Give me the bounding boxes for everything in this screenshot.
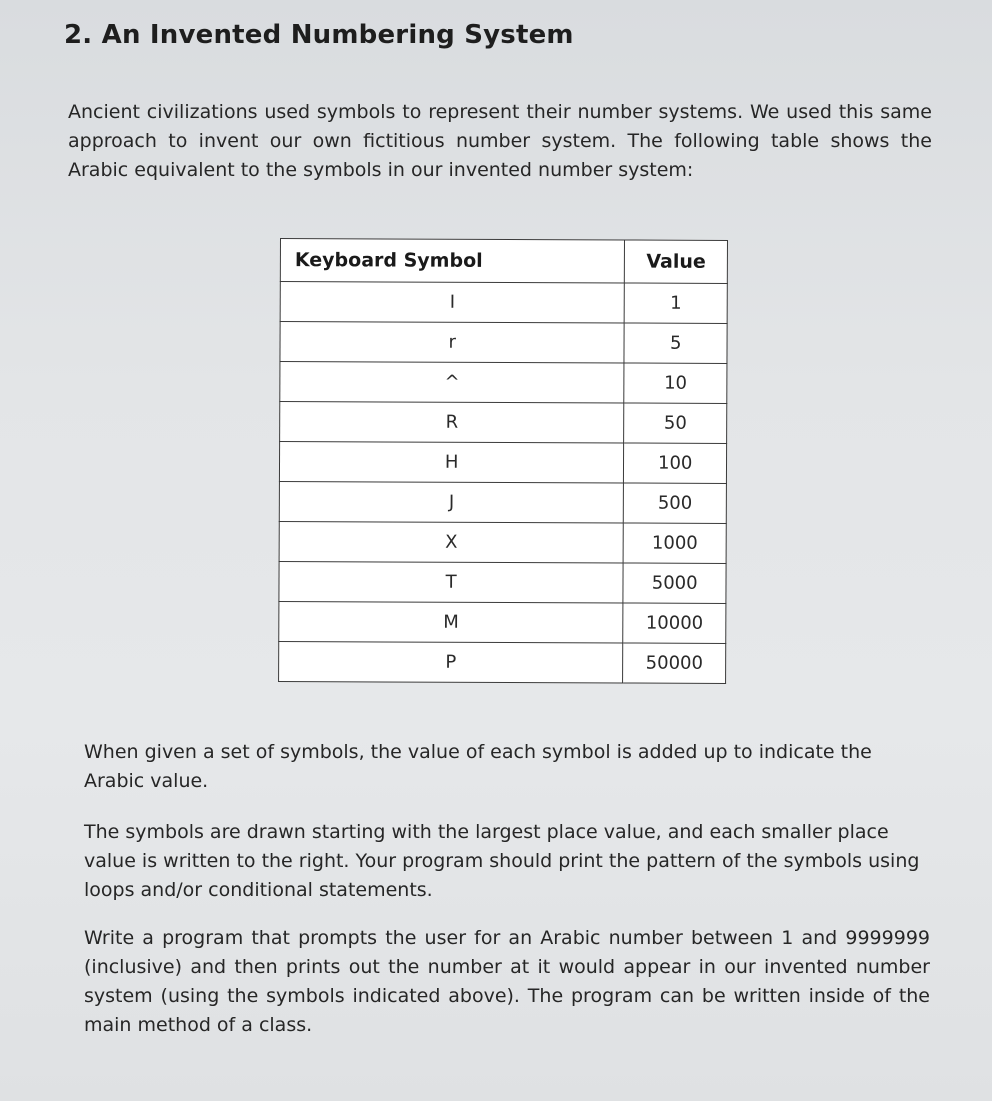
table-row xyxy=(279,481,726,523)
paragraph-program-task: Write a program that prompts the user for an Arabic number between 1 and 9999999 (inclusive) and then prints out the number at it would appear in our invented number system (using the symbols indicated above). The program can be written inside of the main method of a class. xyxy=(84,927,930,1036)
symbol-cell: ^ xyxy=(280,362,625,404)
table-row xyxy=(279,641,726,683)
value-cell: 1000 xyxy=(623,523,726,563)
value-cell: 10000 xyxy=(623,603,726,643)
symbol-cell: r xyxy=(280,322,625,364)
intro-paragraph: Ancient civilizations used symbols to represent their number systems. We used this same approach to invent our own fictitious number system. The following table shows the Arabic equivalent to the symbols in our invented number system: xyxy=(68,101,932,181)
value-cell: 5 xyxy=(624,323,727,363)
paragraph-symbol-sum: When given a set of symbols, the value of each symbol is added up to indicate the Arabic value. xyxy=(84,741,872,792)
header-value: Value xyxy=(625,240,728,283)
value-cell: 500 xyxy=(624,483,727,523)
table-row xyxy=(280,402,727,444)
table-row xyxy=(279,561,726,603)
value-cell: 100 xyxy=(624,443,727,483)
symbol-cell: T xyxy=(279,561,624,603)
table-row xyxy=(279,601,726,643)
table-header-row xyxy=(280,239,727,284)
value-cell: 50000 xyxy=(623,643,726,683)
value-cell: 5000 xyxy=(623,563,726,603)
symbol-cell: M xyxy=(279,601,624,643)
symbol-cell: X xyxy=(279,521,624,563)
value-cell: 1 xyxy=(625,283,728,323)
paragraph-symbol-order: The symbols are drawn starting with the largest place value, and each smaller place value is written to the right. Your program should print the pattern of the symbols using loops and/or conditional statements. xyxy=(84,821,920,901)
table-row xyxy=(280,282,727,324)
value-cell: 10 xyxy=(624,363,727,403)
table-row xyxy=(280,322,727,364)
table-row xyxy=(279,442,726,484)
symbol-cell: P xyxy=(279,641,624,683)
value-cell: 50 xyxy=(624,403,727,443)
symbol-cell: R xyxy=(280,402,625,444)
symbol-cell: I xyxy=(280,282,625,324)
symbol-cell: H xyxy=(279,442,624,484)
header-keyboard-symbol: Keyboard Symbol xyxy=(280,239,625,284)
table-row xyxy=(279,521,726,563)
symbol-cell: J xyxy=(279,481,624,523)
symbol-value-table xyxy=(278,238,728,684)
table-row xyxy=(280,362,727,404)
section-heading: 2. An Invented Numbering System xyxy=(64,20,574,50)
